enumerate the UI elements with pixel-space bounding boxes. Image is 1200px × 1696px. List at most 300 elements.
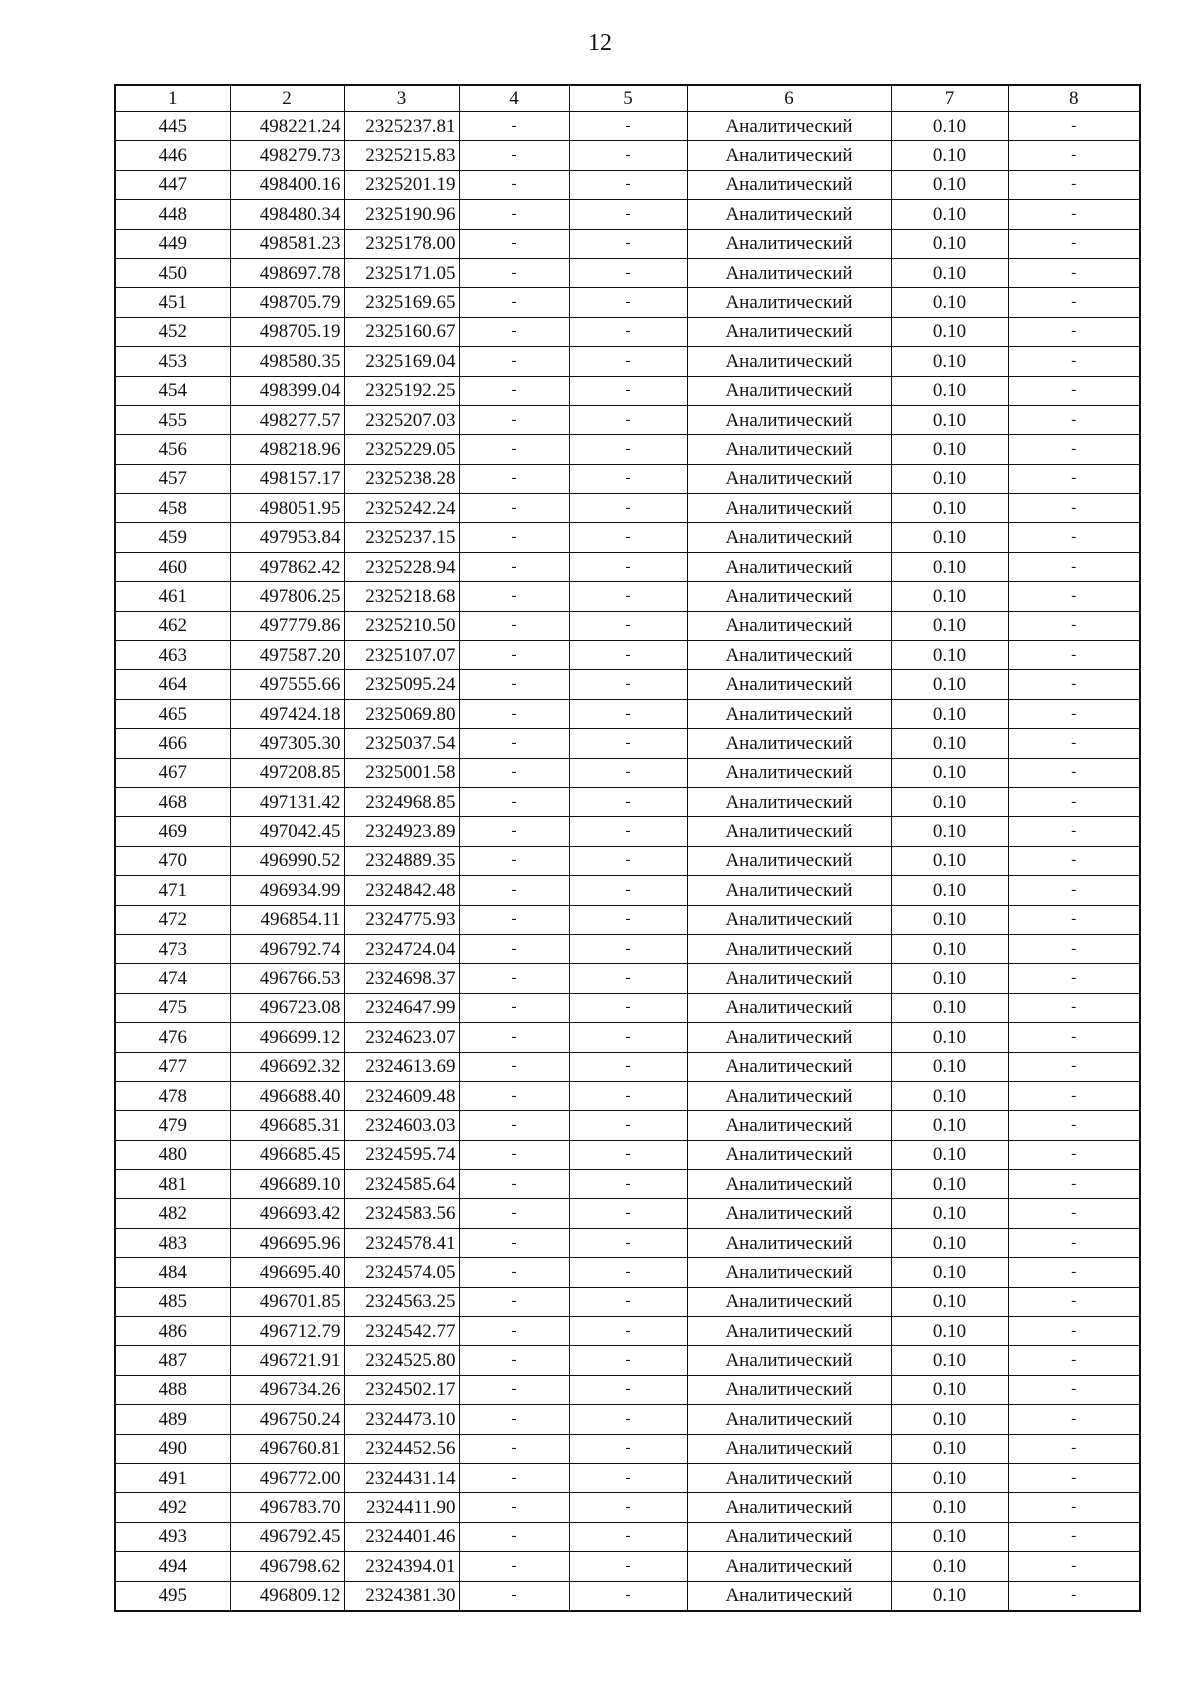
accuracy-cell: 0.10 bbox=[891, 1522, 1008, 1551]
point-number-cell: 467 bbox=[115, 758, 230, 787]
accuracy-cell: 0.10 bbox=[891, 141, 1008, 170]
y-coordinate-cell: 2324563.25 bbox=[344, 1287, 459, 1316]
accuracy-cell: 0.10 bbox=[891, 288, 1008, 317]
column-8-cell: - bbox=[1008, 1199, 1140, 1228]
table-row bbox=[115, 523, 1140, 552]
method-cell: Аналитический bbox=[687, 170, 891, 199]
accuracy-cell: 0.10 bbox=[891, 1052, 1008, 1081]
table-row bbox=[115, 1463, 1140, 1492]
column-8-cell: - bbox=[1008, 347, 1140, 376]
column-5-cell: - bbox=[569, 229, 687, 258]
x-coordinate-cell: 496688.40 bbox=[230, 1081, 344, 1110]
table-row bbox=[115, 347, 1140, 376]
column-5-cell: - bbox=[569, 1170, 687, 1199]
column-5-cell: - bbox=[569, 1552, 687, 1581]
x-coordinate-cell: 497953.84 bbox=[230, 523, 344, 552]
accuracy-cell: 0.10 bbox=[891, 552, 1008, 581]
x-coordinate-cell: 496721.91 bbox=[230, 1346, 344, 1375]
column-4-cell: - bbox=[459, 288, 569, 317]
y-coordinate-cell: 2325242.24 bbox=[344, 494, 459, 523]
point-number-cell: 482 bbox=[115, 1199, 230, 1228]
x-coordinate-cell: 496723.08 bbox=[230, 993, 344, 1022]
column-8-cell: - bbox=[1008, 229, 1140, 258]
column-8-cell: - bbox=[1008, 200, 1140, 229]
y-coordinate-cell: 2324698.37 bbox=[344, 964, 459, 993]
column-4-cell: - bbox=[459, 1493, 569, 1522]
column-5-cell: - bbox=[569, 170, 687, 199]
x-coordinate-cell: 496750.24 bbox=[230, 1405, 344, 1434]
x-coordinate-cell: 497424.18 bbox=[230, 699, 344, 728]
point-number-cell: 466 bbox=[115, 729, 230, 758]
column-4-cell: - bbox=[459, 964, 569, 993]
table-row bbox=[115, 934, 1140, 963]
y-coordinate-cell: 2324923.89 bbox=[344, 817, 459, 846]
method-cell: Аналитический bbox=[687, 758, 891, 787]
column-5-cell: - bbox=[569, 435, 687, 464]
column-8-cell: - bbox=[1008, 1287, 1140, 1316]
table-row bbox=[115, 317, 1140, 346]
column-8-cell: - bbox=[1008, 1140, 1140, 1169]
column-4-cell: - bbox=[459, 200, 569, 229]
table-row bbox=[115, 258, 1140, 287]
accuracy-cell: 0.10 bbox=[891, 787, 1008, 816]
table-row bbox=[115, 1434, 1140, 1463]
table-row bbox=[115, 846, 1140, 875]
x-coordinate-cell: 496934.99 bbox=[230, 876, 344, 905]
accuracy-cell: 0.10 bbox=[891, 494, 1008, 523]
y-coordinate-cell: 2325069.80 bbox=[344, 699, 459, 728]
column-4-cell: - bbox=[459, 376, 569, 405]
y-coordinate-cell: 2325237.81 bbox=[344, 112, 459, 141]
x-coordinate-cell: 497305.30 bbox=[230, 729, 344, 758]
point-number-cell: 450 bbox=[115, 258, 230, 287]
x-coordinate-cell: 498218.96 bbox=[230, 435, 344, 464]
column-5-cell: - bbox=[569, 964, 687, 993]
table-row bbox=[115, 1052, 1140, 1081]
method-cell: Аналитический bbox=[687, 1581, 891, 1611]
column-5-cell: - bbox=[569, 1052, 687, 1081]
x-coordinate-cell: 496734.26 bbox=[230, 1375, 344, 1404]
y-coordinate-cell: 2325229.05 bbox=[344, 435, 459, 464]
accuracy-cell: 0.10 bbox=[891, 846, 1008, 875]
column-8-cell: - bbox=[1008, 1258, 1140, 1287]
table-row bbox=[115, 905, 1140, 934]
point-number-cell: 471 bbox=[115, 876, 230, 905]
column-4-cell: - bbox=[459, 523, 569, 552]
column-5-cell: - bbox=[569, 934, 687, 963]
column-5-cell: - bbox=[569, 200, 687, 229]
column-5-cell: - bbox=[569, 347, 687, 376]
point-number-cell: 473 bbox=[115, 934, 230, 963]
point-number-cell: 477 bbox=[115, 1052, 230, 1081]
y-coordinate-cell: 2325037.54 bbox=[344, 729, 459, 758]
column-5-cell: - bbox=[569, 494, 687, 523]
method-cell: Аналитический bbox=[687, 1258, 891, 1287]
point-number-cell: 487 bbox=[115, 1346, 230, 1375]
x-coordinate-cell: 496685.31 bbox=[230, 1111, 344, 1140]
column-5-cell: - bbox=[569, 1581, 687, 1611]
column-8-cell: - bbox=[1008, 905, 1140, 934]
method-cell: Аналитический bbox=[687, 641, 891, 670]
table-body bbox=[115, 112, 1140, 1611]
point-number-cell: 463 bbox=[115, 641, 230, 670]
column-5-cell: - bbox=[569, 141, 687, 170]
accuracy-cell: 0.10 bbox=[891, 229, 1008, 258]
table-row bbox=[115, 1258, 1140, 1287]
column-4-cell: - bbox=[459, 787, 569, 816]
y-coordinate-cell: 2324502.17 bbox=[344, 1375, 459, 1404]
point-number-cell: 485 bbox=[115, 1287, 230, 1316]
y-coordinate-cell: 2324411.90 bbox=[344, 1493, 459, 1522]
column-8-cell: - bbox=[1008, 1493, 1140, 1522]
y-coordinate-cell: 2324724.04 bbox=[344, 934, 459, 963]
column-5-cell: - bbox=[569, 1434, 687, 1463]
column-5-cell: - bbox=[569, 1140, 687, 1169]
column-4-cell: - bbox=[459, 317, 569, 346]
point-number-cell: 460 bbox=[115, 552, 230, 581]
table-row bbox=[115, 1317, 1140, 1346]
x-coordinate-cell: 497042.45 bbox=[230, 817, 344, 846]
y-coordinate-cell: 2324842.48 bbox=[344, 876, 459, 905]
column-4-cell: - bbox=[459, 905, 569, 934]
column-4-cell: - bbox=[459, 1346, 569, 1375]
point-number-cell: 464 bbox=[115, 670, 230, 699]
method-cell: Аналитический bbox=[687, 817, 891, 846]
accuracy-cell: 0.10 bbox=[891, 1170, 1008, 1199]
column-4-cell: - bbox=[459, 258, 569, 287]
column-5-cell: - bbox=[569, 1317, 687, 1346]
method-cell: Аналитический bbox=[687, 141, 891, 170]
y-coordinate-cell: 2325210.50 bbox=[344, 611, 459, 640]
column-5-cell: - bbox=[569, 258, 687, 287]
table-row bbox=[115, 494, 1140, 523]
y-coordinate-cell: 2324542.77 bbox=[344, 1317, 459, 1346]
method-cell: Аналитический bbox=[687, 1287, 891, 1316]
accuracy-cell: 0.10 bbox=[891, 170, 1008, 199]
accuracy-cell: 0.10 bbox=[891, 876, 1008, 905]
column-5-cell: - bbox=[569, 905, 687, 934]
column-8-cell: - bbox=[1008, 552, 1140, 581]
point-number-cell: 451 bbox=[115, 288, 230, 317]
column-5-cell: - bbox=[569, 611, 687, 640]
column-4-cell: - bbox=[459, 1140, 569, 1169]
column-8-cell: - bbox=[1008, 494, 1140, 523]
column-5-cell: - bbox=[569, 464, 687, 493]
method-cell: Аналитический bbox=[687, 846, 891, 875]
x-coordinate-cell: 496699.12 bbox=[230, 1023, 344, 1052]
point-number-cell: 492 bbox=[115, 1493, 230, 1522]
column-4-cell: - bbox=[459, 993, 569, 1022]
point-number-cell: 479 bbox=[115, 1111, 230, 1140]
accuracy-cell: 0.10 bbox=[891, 1581, 1008, 1611]
column-5-cell: - bbox=[569, 1199, 687, 1228]
column-4-cell: - bbox=[459, 435, 569, 464]
column-4-cell: - bbox=[459, 1375, 569, 1404]
accuracy-cell: 0.10 bbox=[891, 729, 1008, 758]
column-5-cell: - bbox=[569, 1493, 687, 1522]
column-4-cell: - bbox=[459, 611, 569, 640]
column-4-cell: - bbox=[459, 405, 569, 434]
column-8-cell: - bbox=[1008, 846, 1140, 875]
column-4-cell: - bbox=[459, 582, 569, 611]
column-8-cell: - bbox=[1008, 464, 1140, 493]
column-5-cell: - bbox=[569, 1463, 687, 1492]
accuracy-cell: 0.10 bbox=[891, 347, 1008, 376]
y-coordinate-cell: 2324381.30 bbox=[344, 1581, 459, 1611]
column-8-cell: - bbox=[1008, 699, 1140, 728]
y-coordinate-cell: 2324585.64 bbox=[344, 1170, 459, 1199]
point-number-cell: 491 bbox=[115, 1463, 230, 1492]
x-coordinate-cell: 498051.95 bbox=[230, 494, 344, 523]
column-8-cell: - bbox=[1008, 729, 1140, 758]
column-8-cell: - bbox=[1008, 1081, 1140, 1110]
method-cell: Аналитический bbox=[687, 1023, 891, 1052]
method-cell: Аналитический bbox=[687, 1405, 891, 1434]
y-coordinate-cell: 2325215.83 bbox=[344, 141, 459, 170]
method-cell: Аналитический bbox=[687, 787, 891, 816]
y-coordinate-cell: 2325107.07 bbox=[344, 641, 459, 670]
method-cell: Аналитический bbox=[687, 347, 891, 376]
point-number-cell: 455 bbox=[115, 405, 230, 434]
accuracy-cell: 0.10 bbox=[891, 582, 1008, 611]
column-4-cell: - bbox=[459, 1463, 569, 1492]
method-cell: Аналитический bbox=[687, 200, 891, 229]
accuracy-cell: 0.10 bbox=[891, 699, 1008, 728]
column-8-cell: - bbox=[1008, 112, 1140, 141]
y-coordinate-cell: 2325228.94 bbox=[344, 552, 459, 581]
column-4-cell: - bbox=[459, 170, 569, 199]
accuracy-cell: 0.10 bbox=[891, 1346, 1008, 1375]
column-8-cell: - bbox=[1008, 288, 1140, 317]
accuracy-cell: 0.10 bbox=[891, 1317, 1008, 1346]
header-row bbox=[115, 85, 1140, 112]
point-number-cell: 486 bbox=[115, 1317, 230, 1346]
method-cell: Аналитический bbox=[687, 1317, 891, 1346]
x-coordinate-cell: 496689.10 bbox=[230, 1170, 344, 1199]
table-row bbox=[115, 964, 1140, 993]
table-row bbox=[115, 376, 1140, 405]
column-8-cell: - bbox=[1008, 993, 1140, 1022]
method-cell: Аналитический bbox=[687, 1493, 891, 1522]
y-coordinate-cell: 2325001.58 bbox=[344, 758, 459, 787]
table-row bbox=[115, 670, 1140, 699]
table-row bbox=[115, 112, 1140, 141]
point-number-cell: 465 bbox=[115, 699, 230, 728]
method-cell: Аналитический bbox=[687, 317, 891, 346]
accuracy-cell: 0.10 bbox=[891, 993, 1008, 1022]
table-row bbox=[115, 1228, 1140, 1257]
method-cell: Аналитический bbox=[687, 1052, 891, 1081]
table-row bbox=[115, 1111, 1140, 1140]
accuracy-cell: 0.10 bbox=[891, 258, 1008, 287]
column-8-cell: - bbox=[1008, 376, 1140, 405]
column-header-7: 7 bbox=[891, 85, 1008, 112]
accuracy-cell: 0.10 bbox=[891, 405, 1008, 434]
method-cell: Аналитический bbox=[687, 523, 891, 552]
y-coordinate-cell: 2325207.03 bbox=[344, 405, 459, 434]
column-8-cell: - bbox=[1008, 1405, 1140, 1434]
x-coordinate-cell: 498480.34 bbox=[230, 200, 344, 229]
table-row bbox=[115, 1552, 1140, 1581]
accuracy-cell: 0.10 bbox=[891, 1493, 1008, 1522]
x-coordinate-cell: 496695.40 bbox=[230, 1258, 344, 1287]
point-number-cell: 461 bbox=[115, 582, 230, 611]
accuracy-cell: 0.10 bbox=[891, 1463, 1008, 1492]
column-8-cell: - bbox=[1008, 1463, 1140, 1492]
column-8-cell: - bbox=[1008, 317, 1140, 346]
column-5-cell: - bbox=[569, 699, 687, 728]
y-coordinate-cell: 2325178.00 bbox=[344, 229, 459, 258]
x-coordinate-cell: 497806.25 bbox=[230, 582, 344, 611]
column-4-cell: - bbox=[459, 1581, 569, 1611]
y-coordinate-cell: 2324603.03 bbox=[344, 1111, 459, 1140]
column-4-cell: - bbox=[459, 1317, 569, 1346]
column-4-cell: - bbox=[459, 729, 569, 758]
method-cell: Аналитический bbox=[687, 112, 891, 141]
table-row bbox=[115, 170, 1140, 199]
x-coordinate-cell: 497555.66 bbox=[230, 670, 344, 699]
point-number-cell: 458 bbox=[115, 494, 230, 523]
point-number-cell: 448 bbox=[115, 200, 230, 229]
column-5-cell: - bbox=[569, 1287, 687, 1316]
column-4-cell: - bbox=[459, 934, 569, 963]
point-number-cell: 476 bbox=[115, 1023, 230, 1052]
accuracy-cell: 0.10 bbox=[891, 670, 1008, 699]
point-number-cell: 494 bbox=[115, 1552, 230, 1581]
y-coordinate-cell: 2324775.93 bbox=[344, 905, 459, 934]
x-coordinate-cell: 498221.24 bbox=[230, 112, 344, 141]
accuracy-cell: 0.10 bbox=[891, 1140, 1008, 1169]
column-4-cell: - bbox=[459, 141, 569, 170]
point-number-cell: 453 bbox=[115, 347, 230, 376]
method-cell: Аналитический bbox=[687, 1228, 891, 1257]
x-coordinate-cell: 498697.78 bbox=[230, 258, 344, 287]
method-cell: Аналитический bbox=[687, 1375, 891, 1404]
method-cell: Аналитический bbox=[687, 376, 891, 405]
table-row bbox=[115, 1581, 1140, 1611]
column-8-cell: - bbox=[1008, 1170, 1140, 1199]
column-8-cell: - bbox=[1008, 1434, 1140, 1463]
column-4-cell: - bbox=[459, 464, 569, 493]
accuracy-cell: 0.10 bbox=[891, 1228, 1008, 1257]
x-coordinate-cell: 498581.23 bbox=[230, 229, 344, 258]
point-number-cell: 469 bbox=[115, 817, 230, 846]
table-row bbox=[115, 1375, 1140, 1404]
column-header-5: 5 bbox=[569, 85, 687, 112]
column-5-cell: - bbox=[569, 1346, 687, 1375]
point-number-cell: 483 bbox=[115, 1228, 230, 1257]
method-cell: Аналитический bbox=[687, 699, 891, 728]
column-5-cell: - bbox=[569, 1081, 687, 1110]
column-header-8: 8 bbox=[1008, 85, 1140, 112]
column-4-cell: - bbox=[459, 1023, 569, 1052]
y-coordinate-cell: 2324473.10 bbox=[344, 1405, 459, 1434]
x-coordinate-cell: 497208.85 bbox=[230, 758, 344, 787]
column-5-cell: - bbox=[569, 1258, 687, 1287]
point-number-cell: 474 bbox=[115, 964, 230, 993]
column-8-cell: - bbox=[1008, 141, 1140, 170]
table-row bbox=[115, 787, 1140, 816]
accuracy-cell: 0.10 bbox=[891, 905, 1008, 934]
accuracy-cell: 0.10 bbox=[891, 611, 1008, 640]
method-cell: Аналитический bbox=[687, 1140, 891, 1169]
table-row bbox=[115, 464, 1140, 493]
method-cell: Аналитический bbox=[687, 670, 891, 699]
method-cell: Аналитический bbox=[687, 229, 891, 258]
column-4-cell: - bbox=[459, 1405, 569, 1434]
column-5-cell: - bbox=[569, 1522, 687, 1551]
column-4-cell: - bbox=[459, 699, 569, 728]
x-coordinate-cell: 496701.85 bbox=[230, 1287, 344, 1316]
x-coordinate-cell: 498279.73 bbox=[230, 141, 344, 170]
table-row bbox=[115, 1170, 1140, 1199]
column-5-cell: - bbox=[569, 670, 687, 699]
x-coordinate-cell: 496685.45 bbox=[230, 1140, 344, 1169]
point-number-cell: 449 bbox=[115, 229, 230, 258]
accuracy-cell: 0.10 bbox=[891, 964, 1008, 993]
point-number-cell: 459 bbox=[115, 523, 230, 552]
column-5-cell: - bbox=[569, 641, 687, 670]
table-row bbox=[115, 758, 1140, 787]
accuracy-cell: 0.10 bbox=[891, 376, 1008, 405]
method-cell: Аналитический bbox=[687, 964, 891, 993]
y-coordinate-cell: 2325171.05 bbox=[344, 258, 459, 287]
column-5-cell: - bbox=[569, 523, 687, 552]
column-header-4: 4 bbox=[459, 85, 569, 112]
method-cell: Аналитический bbox=[687, 1346, 891, 1375]
accuracy-cell: 0.10 bbox=[891, 200, 1008, 229]
y-coordinate-cell: 2324647.99 bbox=[344, 993, 459, 1022]
column-8-cell: - bbox=[1008, 1552, 1140, 1581]
y-coordinate-cell: 2325192.25 bbox=[344, 376, 459, 405]
accuracy-cell: 0.10 bbox=[891, 1434, 1008, 1463]
method-cell: Аналитический bbox=[687, 1522, 891, 1551]
column-5-cell: - bbox=[569, 1375, 687, 1404]
column-4-cell: - bbox=[459, 758, 569, 787]
y-coordinate-cell: 2324401.46 bbox=[344, 1522, 459, 1551]
y-coordinate-cell: 2324525.80 bbox=[344, 1346, 459, 1375]
y-coordinate-cell: 2324431.14 bbox=[344, 1463, 459, 1492]
column-5-cell: - bbox=[569, 552, 687, 581]
table-row bbox=[115, 1346, 1140, 1375]
column-4-cell: - bbox=[459, 1434, 569, 1463]
y-coordinate-cell: 2325190.96 bbox=[344, 200, 459, 229]
table-row bbox=[115, 611, 1140, 640]
point-number-cell: 456 bbox=[115, 435, 230, 464]
accuracy-cell: 0.10 bbox=[891, 1287, 1008, 1316]
y-coordinate-cell: 2324394.01 bbox=[344, 1552, 459, 1581]
table-row bbox=[115, 405, 1140, 434]
column-8-cell: - bbox=[1008, 1111, 1140, 1140]
method-cell: Аналитический bbox=[687, 582, 891, 611]
x-coordinate-cell: 496712.79 bbox=[230, 1317, 344, 1346]
x-coordinate-cell: 497587.20 bbox=[230, 641, 344, 670]
column-8-cell: - bbox=[1008, 405, 1140, 434]
column-5-cell: - bbox=[569, 729, 687, 758]
point-number-cell: 493 bbox=[115, 1522, 230, 1551]
column-8-cell: - bbox=[1008, 523, 1140, 552]
method-cell: Аналитический bbox=[687, 1170, 891, 1199]
column-4-cell: - bbox=[459, 1170, 569, 1199]
point-number-cell: 490 bbox=[115, 1434, 230, 1463]
point-number-cell: 495 bbox=[115, 1581, 230, 1611]
point-number-cell: 447 bbox=[115, 170, 230, 199]
column-8-cell: - bbox=[1008, 1522, 1140, 1551]
x-coordinate-cell: 496772.00 bbox=[230, 1463, 344, 1492]
point-number-cell: 445 bbox=[115, 112, 230, 141]
y-coordinate-cell: 2324613.69 bbox=[344, 1052, 459, 1081]
page-number: 12 bbox=[588, 30, 612, 56]
